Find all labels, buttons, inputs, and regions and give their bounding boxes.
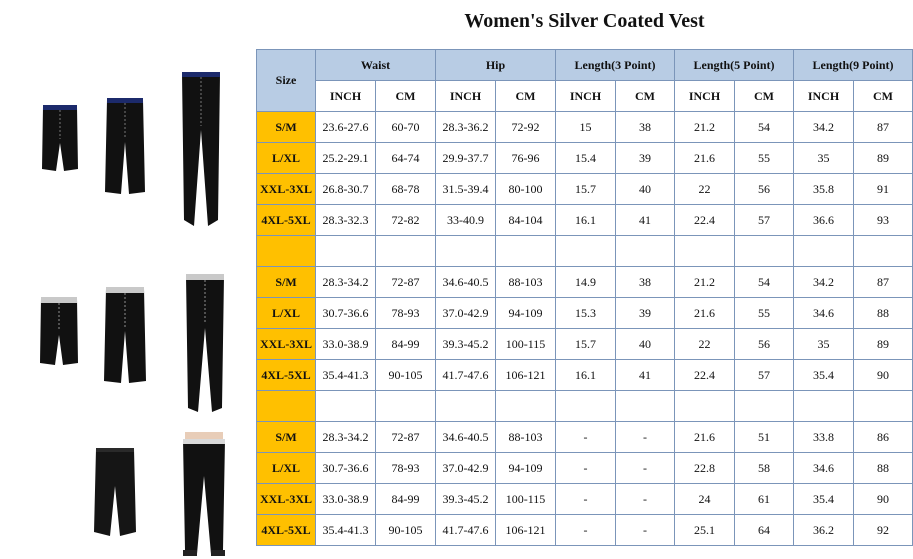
measurement-cell: 92 <box>854 515 913 546</box>
measurement-cell <box>316 391 376 422</box>
size-cell: S/M <box>257 422 316 453</box>
measurement-cell: 34.2 <box>794 267 854 298</box>
size-cell: XXL-3XL <box>257 484 316 515</box>
knee-pants-plain-icon <box>92 446 138 538</box>
measurement-cell <box>616 391 675 422</box>
measurement-cell: 16.1 <box>556 205 616 236</box>
measurement-cell: 88-103 <box>496 267 556 298</box>
measurement-cell: 87 <box>854 267 913 298</box>
measurement-cell: 90 <box>854 484 913 515</box>
table-row <box>257 298 913 329</box>
measurement-cell: 29.9-37.7 <box>436 143 496 174</box>
spacer-row <box>257 236 913 267</box>
measurement-cell: 34.2 <box>794 112 854 143</box>
measurement-cell: 39 <box>616 143 675 174</box>
table-row <box>257 174 913 205</box>
unit-header: INCH <box>794 81 854 112</box>
measurement-cell: 56 <box>735 174 794 205</box>
measurement-cell: 21.6 <box>675 298 735 329</box>
measurement-cell: 84-99 <box>376 484 436 515</box>
measurement-cell: 34.6 <box>794 453 854 484</box>
measurement-cell: 106-121 <box>496 360 556 391</box>
measurement-cell <box>616 236 675 267</box>
measurement-cell: 56 <box>735 329 794 360</box>
unit-header: CM <box>854 81 913 112</box>
table-row <box>257 515 913 546</box>
measurement-cell: 16.1 <box>556 360 616 391</box>
measurement-cell: 21.6 <box>675 143 735 174</box>
measurement-cell: 51 <box>735 422 794 453</box>
unit-header: INCH <box>316 81 376 112</box>
measurement-cell <box>496 391 556 422</box>
measurement-cell <box>556 391 616 422</box>
measurement-cell: - <box>616 453 675 484</box>
measurement-cell: 72-82 <box>376 205 436 236</box>
measurement-cell: 34.6-40.5 <box>436 422 496 453</box>
measurement-cell: 39.3-45.2 <box>436 484 496 515</box>
measurement-cell: 90-105 <box>376 360 436 391</box>
measurement-cell: 22.4 <box>675 360 735 391</box>
measurement-cell: 36.2 <box>794 515 854 546</box>
measurement-cell: 28.3-32.3 <box>316 205 376 236</box>
measurement-cell <box>436 236 496 267</box>
measurement-cell: - <box>616 422 675 453</box>
table-row <box>257 453 913 484</box>
measurement-cell: - <box>556 422 616 453</box>
measurement-cell: 78-93 <box>376 453 436 484</box>
shorts-blue-waistband-icon <box>40 103 80 173</box>
measurement-cell: 35.4-41.3 <box>316 515 376 546</box>
waist-header: Waist <box>316 50 436 81</box>
measurement-cell <box>675 236 735 267</box>
measurement-cell: 28.3-34.2 <box>316 267 376 298</box>
measurement-cell: 41 <box>616 360 675 391</box>
measurement-cell: 54 <box>735 267 794 298</box>
length-3-point-header: Length(3 Point) <box>556 50 675 81</box>
size-cell: XXL-3XL <box>257 174 316 205</box>
measurement-cell: 68-78 <box>376 174 436 205</box>
measurement-cell: 78-93 <box>376 298 436 329</box>
measurement-cell: - <box>556 453 616 484</box>
unit-header: INCH <box>436 81 496 112</box>
measurement-cell: - <box>616 484 675 515</box>
measurement-cell: 33-40.9 <box>436 205 496 236</box>
measurement-cell: 31.5-39.4 <box>436 174 496 205</box>
measurement-cell: 28.3-36.2 <box>436 112 496 143</box>
measurement-cell <box>794 391 854 422</box>
measurement-cell: 35.4 <box>794 360 854 391</box>
measurement-cell: 84-99 <box>376 329 436 360</box>
measurement-cell: 89 <box>854 143 913 174</box>
measurement-cell: 60-70 <box>376 112 436 143</box>
measurement-cell: 94-109 <box>496 298 556 329</box>
measurement-cell: 55 <box>735 298 794 329</box>
size-cell <box>257 236 316 267</box>
unit-header: CM <box>496 81 556 112</box>
length-9-point-header: Length(9 Point) <box>794 50 913 81</box>
measurement-cell: 40 <box>616 174 675 205</box>
size-header: Size <box>257 50 316 112</box>
measurement-cell <box>556 236 616 267</box>
knee-pants-silver-waistband-icon <box>102 285 148 385</box>
measurement-cell <box>376 236 436 267</box>
spacer-row <box>257 391 913 422</box>
measurement-cell: 90-105 <box>376 515 436 546</box>
measurement-cell: 15.7 <box>556 174 616 205</box>
size-cell: L/XL <box>257 453 316 484</box>
measurement-cell <box>376 391 436 422</box>
table-body <box>257 112 913 546</box>
measurement-cell: 87 <box>854 112 913 143</box>
measurement-cell: 15 <box>556 112 616 143</box>
measurement-cell: 39 <box>616 298 675 329</box>
size-cell: S/M <box>257 112 316 143</box>
measurement-cell: 72-87 <box>376 267 436 298</box>
measurement-cell: 23.6-27.6 <box>316 112 376 143</box>
measurement-cell <box>794 236 854 267</box>
table-row <box>257 112 913 143</box>
size-chart-table <box>256 49 913 546</box>
measurement-cell: 22 <box>675 329 735 360</box>
table-row <box>257 143 913 174</box>
size-cell: 4XL-5XL <box>257 360 316 391</box>
measurement-cell <box>854 236 913 267</box>
measurement-cell: 30.7-36.6 <box>316 298 376 329</box>
unit-header: INCH <box>556 81 616 112</box>
measurement-cell: - <box>556 484 616 515</box>
measurement-cell: 93 <box>854 205 913 236</box>
table-row <box>257 329 913 360</box>
measurement-cell: 38 <box>616 112 675 143</box>
measurement-cell: 33.0-38.9 <box>316 329 376 360</box>
measurement-cell: 91 <box>854 174 913 205</box>
measurement-cell: 34.6 <box>794 298 854 329</box>
measurement-cell: 14.9 <box>556 267 616 298</box>
measurement-cell: 22 <box>675 174 735 205</box>
measurement-cell <box>735 236 794 267</box>
measurement-cell: 35 <box>794 143 854 174</box>
measurement-cell: 37.0-42.9 <box>436 298 496 329</box>
measurement-cell: 25.1 <box>675 515 735 546</box>
measurement-cell: 86 <box>854 422 913 453</box>
measurement-cell: 72-87 <box>376 422 436 453</box>
measurement-cell: 89 <box>854 329 913 360</box>
measurement-cell: 21.2 <box>675 112 735 143</box>
measurement-cell: 100-115 <box>496 329 556 360</box>
measurement-cell: 35.4 <box>794 484 854 515</box>
leggings-model-icon <box>175 432 233 559</box>
measurement-cell: 25.2-29.1 <box>316 143 376 174</box>
measurement-cell: 41 <box>616 205 675 236</box>
header-row <box>257 50 913 81</box>
measurement-cell: 15.4 <box>556 143 616 174</box>
size-cell: XXL-3XL <box>257 329 316 360</box>
measurement-cell: 22.8 <box>675 453 735 484</box>
measurement-cell: 55 <box>735 143 794 174</box>
table-row <box>257 360 913 391</box>
measurement-cell: 84-104 <box>496 205 556 236</box>
size-cell: 4XL-5XL <box>257 515 316 546</box>
table-row <box>257 484 913 515</box>
hip-header: Hip <box>436 50 556 81</box>
measurement-cell: 64-74 <box>376 143 436 174</box>
size-cell: 4XL-5XL <box>257 205 316 236</box>
length-5-point-header: Length(5 Point) <box>675 50 794 81</box>
measurement-cell: 57 <box>735 360 794 391</box>
measurement-cell: 61 <box>735 484 794 515</box>
unit-header: CM <box>376 81 436 112</box>
measurement-cell: 57 <box>735 205 794 236</box>
size-cell: S/M <box>257 267 316 298</box>
measurement-cell: 35.8 <box>794 174 854 205</box>
measurement-cell <box>854 391 913 422</box>
measurement-cell: 94-109 <box>496 453 556 484</box>
unit-header: CM <box>616 81 675 112</box>
measurement-cell: 15.7 <box>556 329 616 360</box>
measurement-cell: 100-115 <box>496 484 556 515</box>
measurement-cell: 41.7-47.6 <box>436 360 496 391</box>
measurement-cell: 33.0-38.9 <box>316 484 376 515</box>
measurement-cell: 28.3-34.2 <box>316 422 376 453</box>
measurement-cell: 106-121 <box>496 515 556 546</box>
measurement-cell <box>496 236 556 267</box>
measurement-cell: 58 <box>735 453 794 484</box>
measurement-cell: 41.7-47.6 <box>436 515 496 546</box>
table-row <box>257 267 913 298</box>
size-cell: L/XL <box>257 298 316 329</box>
measurement-cell: 88 <box>854 453 913 484</box>
measurement-cell: 26.8-30.7 <box>316 174 376 205</box>
measurement-cell: 40 <box>616 329 675 360</box>
measurement-cell: 37.0-42.9 <box>436 453 496 484</box>
page-title: Women's Silver Coated Vest <box>464 10 705 32</box>
measurement-cell: 21.2 <box>675 267 735 298</box>
table-row <box>257 422 913 453</box>
measurement-cell: 88 <box>854 298 913 329</box>
table-row <box>257 205 913 236</box>
leggings-silver-waistband-icon <box>182 272 228 414</box>
measurement-cell: - <box>556 515 616 546</box>
measurement-cell: 76-96 <box>496 143 556 174</box>
measurement-cell: 64 <box>735 515 794 546</box>
measurement-cell: 22.4 <box>675 205 735 236</box>
measurement-cell: 24 <box>675 484 735 515</box>
measurement-cell <box>735 391 794 422</box>
measurement-cell: - <box>616 515 675 546</box>
leggings-blue-waistband-icon <box>178 70 224 228</box>
measurement-cell: 21.6 <box>675 422 735 453</box>
shorts-silver-waistband-icon <box>38 295 80 367</box>
measurement-cell: 34.6-40.5 <box>436 267 496 298</box>
measurement-cell <box>675 391 735 422</box>
measurement-cell: 72-92 <box>496 112 556 143</box>
measurement-cell: 90 <box>854 360 913 391</box>
measurement-cell: 39.3-45.2 <box>436 329 496 360</box>
measurement-cell: 35.4-41.3 <box>316 360 376 391</box>
measurement-cell: 38 <box>616 267 675 298</box>
measurement-cell: 30.7-36.6 <box>316 453 376 484</box>
unit-header: CM <box>735 81 794 112</box>
measurement-cell: 88-103 <box>496 422 556 453</box>
product-images <box>0 0 256 559</box>
measurement-cell <box>316 236 376 267</box>
unit-header: INCH <box>675 81 735 112</box>
measurement-cell: 54 <box>735 112 794 143</box>
measurement-cell: 15.3 <box>556 298 616 329</box>
measurement-cell: 36.6 <box>794 205 854 236</box>
knee-pants-blue-waistband-icon <box>103 96 147 196</box>
measurement-cell: 35 <box>794 329 854 360</box>
unit-header-row <box>257 81 913 112</box>
measurement-cell: 33.8 <box>794 422 854 453</box>
measurement-cell: 80-100 <box>496 174 556 205</box>
size-cell: L/XL <box>257 143 316 174</box>
size-cell <box>257 391 316 422</box>
measurement-cell <box>436 391 496 422</box>
